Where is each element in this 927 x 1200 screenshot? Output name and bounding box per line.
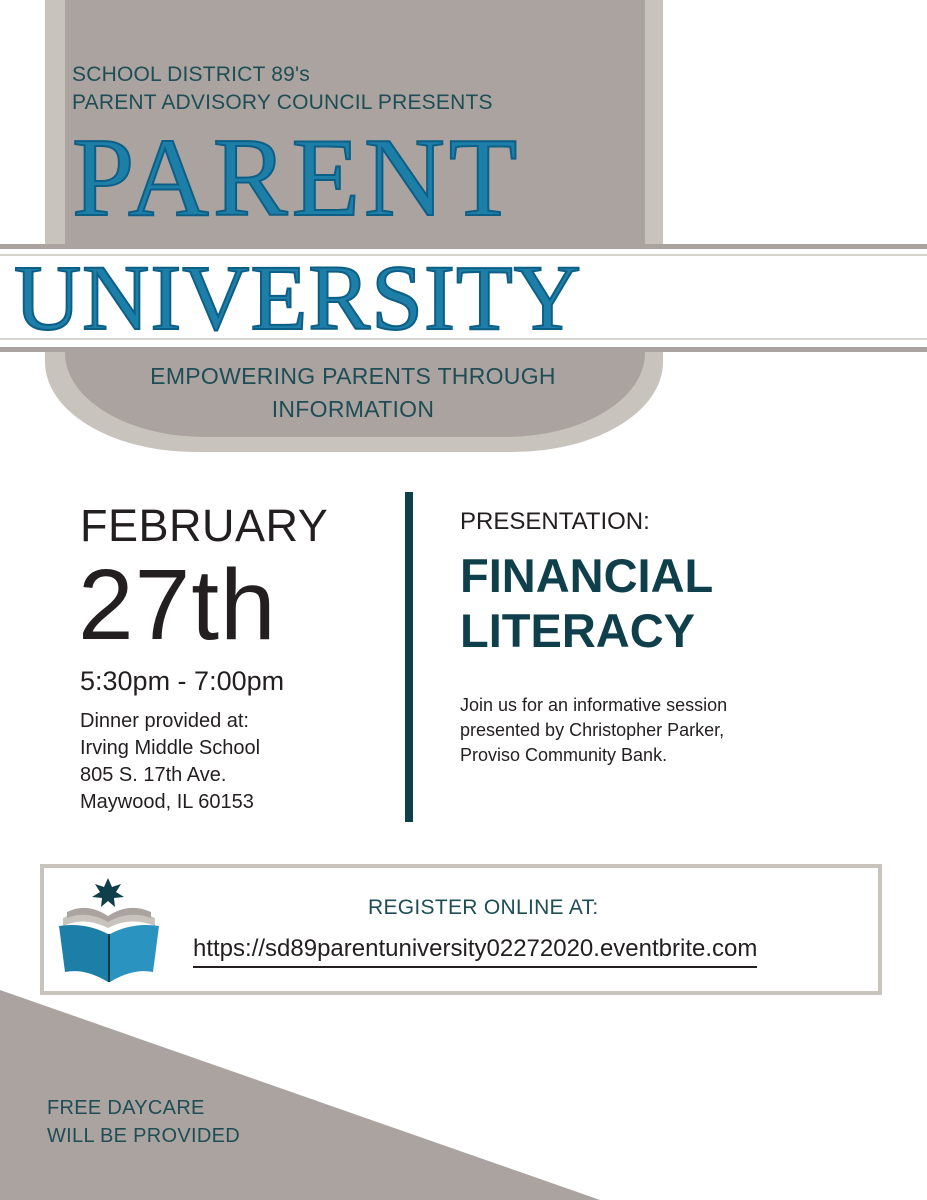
location-line-1: Dinner provided at:: [80, 710, 249, 732]
presentation-description: [460, 693, 727, 768]
description-line-2: presented by Christopher Parker,: [460, 720, 725, 740]
presentation-topic: [460, 548, 713, 658]
vertical-divider: [405, 492, 413, 822]
tagline-line-2: INFORMATION: [271, 396, 435, 422]
register-label: REGISTER ONLINE AT:: [368, 896, 599, 919]
event-location: [80, 708, 260, 816]
event-day: 27th: [78, 549, 277, 661]
topic-line-1: FINANCIAL: [460, 549, 714, 602]
title-university: UNIVERSITY: [14, 247, 582, 350]
event-month: FEBRUARY: [80, 500, 329, 551]
location-line-3: 805 S. 17th Ave.: [80, 764, 227, 786]
title-parent: PARENT: [72, 116, 522, 240]
location-line-4: Maywood, IL 60153: [80, 791, 254, 813]
presentation-label: PRESENTATION:: [460, 508, 650, 535]
description-line-1: Join us for an informative session: [460, 695, 728, 715]
daycare-line-2: WILL BE PROVIDED: [47, 1125, 240, 1147]
registration-link[interactable]: https://sd89parentuniversity02272020.eventbrite.com: [193, 935, 757, 968]
event-time: 5:30pm - 7:00pm: [80, 666, 285, 696]
daycare-notice: [47, 1094, 240, 1150]
daycare-line-1: FREE DAYCARE: [47, 1097, 205, 1119]
open-book-with-star-icon: [55, 876, 167, 986]
tagline: [100, 360, 606, 426]
tagline-line-1: EMPOWERING PARENTS THROUGH: [150, 363, 556, 389]
topic-line-2: LITERACY: [460, 604, 695, 657]
presenter-line-2: PARENT ADVISORY COUNCIL PRESENTS: [72, 91, 493, 114]
presenter-line-1: SCHOOL DISTRICT 89's: [72, 63, 310, 86]
location-line-2: Irving Middle School: [80, 737, 261, 759]
description-line-3: Proviso Community Bank.: [460, 745, 668, 765]
